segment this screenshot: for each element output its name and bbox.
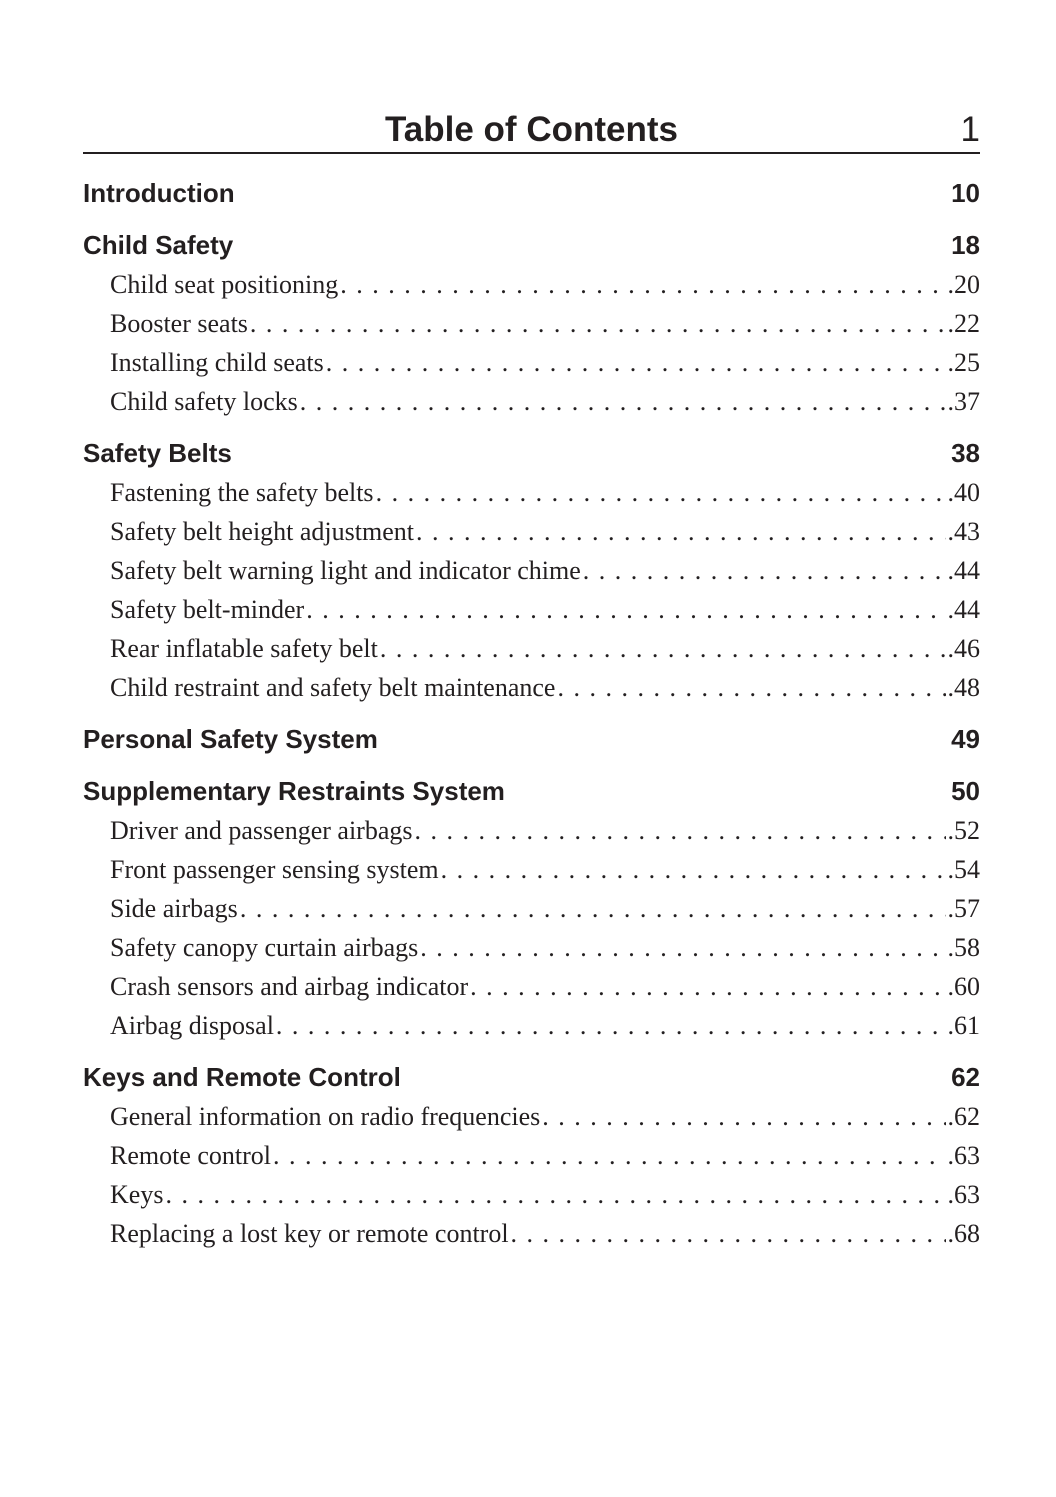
toc-section-title: Supplementary Restraints System	[83, 776, 505, 806]
toc-entry-label: Airbag disposal	[110, 1011, 274, 1040]
toc-entry-label: Replacing a lost key or remote control	[110, 1219, 509, 1248]
toc-entry-label: Side airbags	[110, 894, 238, 923]
toc-entry[interactable]	[83, 304, 980, 343]
toc-entry[interactable]	[83, 967, 980, 1006]
toc-section-heading[interactable]	[83, 1058, 980, 1097]
toc-entry-page: .22	[947, 309, 980, 338]
toc-section-page: 38	[951, 438, 980, 468]
toc-entry[interactable]	[83, 512, 980, 551]
toc-entry[interactable]	[83, 1214, 980, 1253]
dot-leader	[416, 512, 946, 551]
toc-entry-page: .25	[947, 348, 980, 377]
toc-entry[interactable]	[83, 889, 980, 928]
toc-entry-page: .57	[947, 894, 980, 923]
toc-section-heading[interactable]	[83, 772, 980, 811]
dot-leader	[557, 668, 945, 707]
dot-leader	[583, 551, 946, 590]
toc-entry-page: .58	[947, 933, 980, 962]
toc-entry-page: .20	[947, 270, 980, 299]
toc-entry-label: Safety belt-minder	[110, 595, 305, 624]
toc-entry-label: Child restraint and safety belt maintenance	[110, 673, 556, 702]
toc-entry[interactable]	[83, 1136, 980, 1175]
toc-entry[interactable]	[83, 473, 980, 512]
dot-leader	[240, 889, 946, 928]
toc-entry-page: .44	[947, 595, 980, 624]
toc-entry[interactable]	[83, 1175, 980, 1214]
toc-entry[interactable]	[83, 1097, 980, 1136]
dot-leader	[273, 1136, 945, 1175]
dot-leader	[326, 343, 946, 382]
toc-entry[interactable]	[83, 928, 980, 967]
toc-entry-page: .60	[947, 972, 980, 1001]
toc-section-page: 10	[951, 178, 980, 208]
toc-entry-label: Remote control	[110, 1141, 272, 1170]
toc-entry-label: Keys	[110, 1180, 164, 1209]
toc-entry[interactable]	[83, 551, 980, 590]
toc-entry-label: Safety canopy curtain airbags	[110, 933, 419, 962]
toc-entry-label: Child seat positioning	[110, 270, 339, 299]
toc-entry-page: .46	[947, 634, 980, 663]
toc-entry-page: .63	[947, 1180, 980, 1209]
toc-entry-label: Booster seats	[110, 309, 248, 338]
toc-section	[83, 772, 980, 1045]
toc-section	[83, 434, 980, 707]
dot-leader	[380, 629, 946, 668]
dot-leader	[165, 1175, 945, 1214]
toc-section-title: Introduction	[83, 178, 235, 208]
toc-section-page: 49	[951, 724, 980, 754]
dot-leader	[415, 811, 946, 850]
toc-entry[interactable]	[83, 668, 980, 707]
toc-entry-page: .62	[947, 1102, 980, 1131]
toc-entry-page: .52	[947, 816, 980, 845]
dot-leader	[276, 1006, 946, 1045]
toc-entry-label: Safety belt warning light and indicator chime	[110, 556, 581, 585]
dot-leader	[340, 265, 945, 304]
toc-entry-page: .44	[947, 556, 980, 585]
dot-leader	[542, 1097, 945, 1136]
dot-leader	[300, 382, 946, 421]
toc-entry-page: .68	[947, 1219, 980, 1248]
toc-section-page: 50	[951, 776, 980, 806]
toc-entry[interactable]	[83, 590, 980, 629]
toc-section	[83, 174, 980, 213]
toc-entry-page: .37	[947, 387, 980, 416]
toc-entry-label: Rear inflatable safety belt	[110, 634, 378, 663]
dot-leader	[470, 967, 945, 1006]
dot-leader	[441, 850, 946, 889]
toc-entry[interactable]	[83, 1006, 980, 1045]
toc-entry[interactable]	[83, 629, 980, 668]
toc-entry[interactable]	[83, 343, 980, 382]
toc-section-heading[interactable]	[83, 226, 980, 265]
toc-section	[83, 720, 980, 759]
toc-entry-label: Front passenger sensing system	[110, 855, 439, 884]
dot-leader	[250, 304, 946, 343]
toc-section-title: Child Safety	[83, 230, 234, 260]
toc-section-title: Keys and Remote Control	[83, 1062, 401, 1092]
toc-section-title: Personal Safety System	[83, 724, 378, 754]
toc-entry-page: .43	[947, 517, 980, 546]
page-title: Table of Contents	[385, 110, 678, 149]
toc-section-page: 18	[951, 230, 980, 260]
toc-section-heading[interactable]	[83, 174, 980, 213]
toc-header	[83, 108, 980, 154]
dot-leader	[306, 590, 945, 629]
toc-entry-label: Child safety locks	[110, 387, 298, 416]
toc-entry-label: Safety belt height adjustment	[110, 517, 414, 546]
toc-entry-page: .48	[947, 673, 980, 702]
toc-section	[83, 226, 980, 421]
toc-entry[interactable]	[83, 811, 980, 850]
toc-section	[83, 1058, 980, 1253]
toc-section-page: 62	[951, 1062, 980, 1092]
toc-entry-label: General information on radio frequencies	[110, 1102, 541, 1131]
toc-entry-page: .61	[947, 1011, 980, 1040]
dot-leader	[511, 1214, 946, 1253]
toc-entry-label: Driver and passenger airbags	[110, 816, 413, 845]
toc-entry-page: .63	[947, 1141, 980, 1170]
toc-section-heading[interactable]	[83, 434, 980, 473]
toc-section-title: Safety Belts	[83, 438, 232, 468]
page-number: 1	[960, 110, 980, 149]
toc-entry[interactable]	[83, 850, 980, 889]
toc-entry-label: Installing child seats	[110, 348, 324, 377]
dot-leader	[420, 928, 945, 967]
dot-leader	[376, 473, 946, 512]
toc-list	[83, 174, 980, 1266]
toc-entry-page: .40	[947, 478, 980, 507]
toc-entry[interactable]	[83, 382, 980, 421]
toc-entry[interactable]	[83, 265, 980, 304]
toc-section-heading[interactable]	[83, 720, 980, 759]
toc-entry-label: Fastening the safety belts	[110, 478, 374, 507]
toc-entry-label: Crash sensors and airbag indicator	[110, 972, 469, 1001]
toc-entry-page: .54	[947, 855, 980, 884]
